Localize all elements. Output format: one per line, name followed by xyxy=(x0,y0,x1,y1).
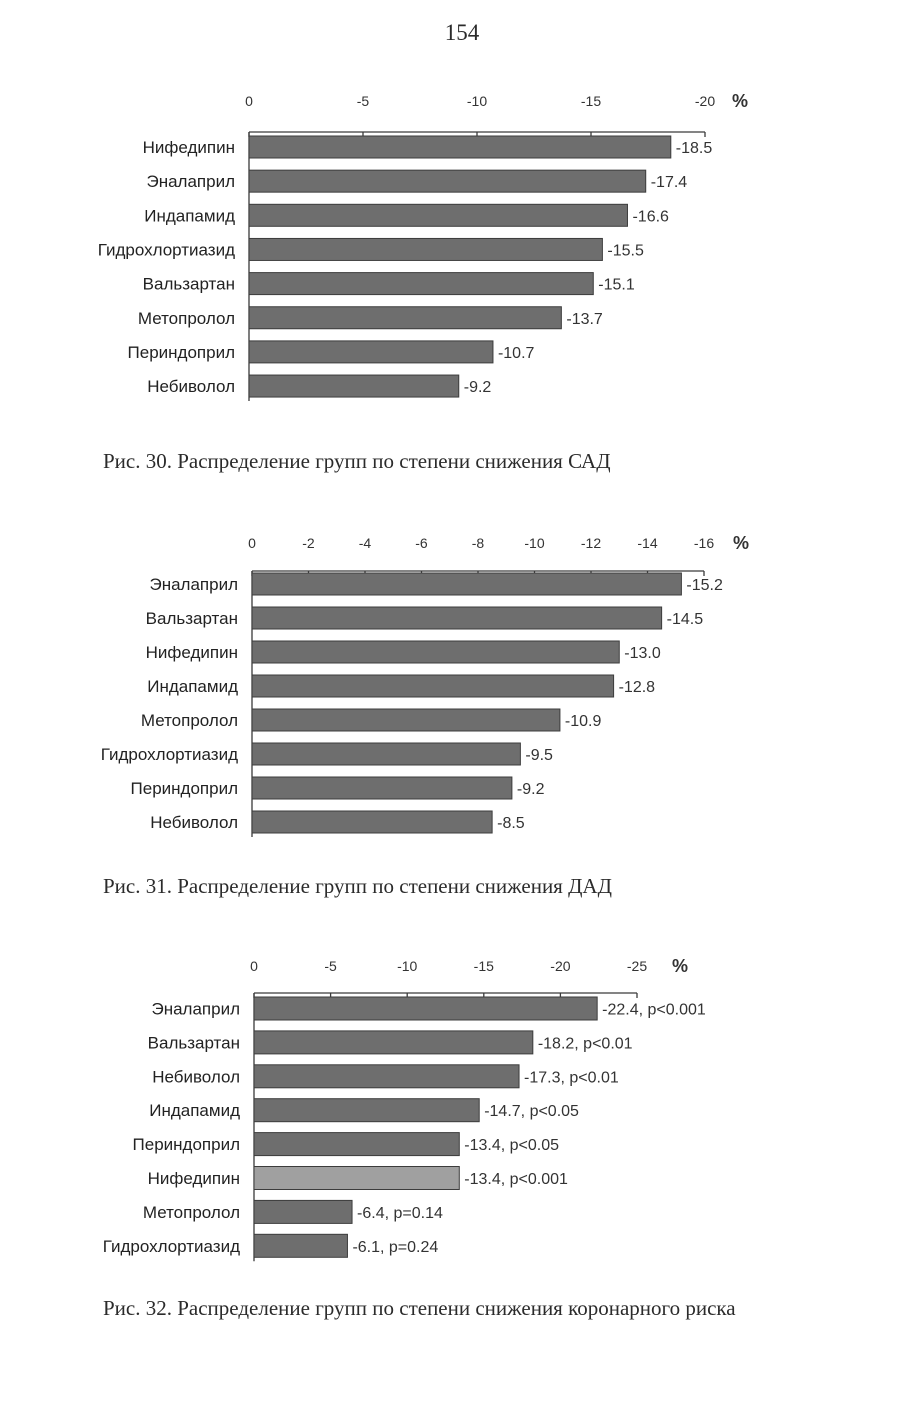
bar-sad xyxy=(249,136,671,158)
category-label: Индапамид xyxy=(149,1101,240,1121)
chart-sad xyxy=(0,80,924,410)
category-label: Небиволол xyxy=(152,1067,240,1087)
category-label: Периндоприл xyxy=(132,1135,240,1155)
bar-dad xyxy=(252,811,492,833)
tick-label: -5 xyxy=(324,958,337,974)
tick-label: -20 xyxy=(550,958,571,974)
chart-dad xyxy=(0,525,924,855)
tick-label: 0 xyxy=(250,958,258,974)
data-label: -13.4, p<0.001 xyxy=(464,1171,568,1188)
bar-sad xyxy=(249,204,627,226)
data-label: -9.2 xyxy=(463,379,492,397)
category-label: Гидрохлортиазид xyxy=(100,745,238,764)
bar-risk xyxy=(254,1200,352,1223)
data-label: -13.0 xyxy=(624,645,661,662)
category-label: Эналаприл xyxy=(151,999,240,1019)
bar-dad xyxy=(252,607,662,629)
caption-fig31: Рис. 31. Распределение групп по степени снижения ДАД xyxy=(103,874,612,898)
data-label: -14.7, p<0.05 xyxy=(484,1103,579,1121)
category-label: Метопролол xyxy=(140,711,238,730)
tick-label: -10 xyxy=(524,535,545,551)
tick-label: -4 xyxy=(358,535,372,551)
bar-sad xyxy=(249,307,561,329)
category-label: Индапамид xyxy=(144,206,235,226)
tick-label: -10 xyxy=(397,958,418,974)
data-label: -9.5 xyxy=(525,747,553,764)
data-label: -16.6 xyxy=(632,208,669,226)
category-label: Метопролол xyxy=(137,308,235,328)
tick-label: -25 xyxy=(626,958,648,974)
bar-sad xyxy=(249,341,493,363)
data-label: -13.7 xyxy=(566,310,603,328)
caption-fig32: Рис. 32. Распределение групп по степени снижения коронарного риска xyxy=(103,1296,736,1320)
category-label: Метопролол xyxy=(142,1202,240,1222)
tick-label: -5 xyxy=(356,93,370,109)
data-label: -14.5 xyxy=(666,611,704,628)
tick-label: -2 xyxy=(302,535,315,551)
bar-sad xyxy=(249,170,646,192)
bar-risk xyxy=(254,1234,347,1257)
unit-label: % xyxy=(731,91,749,111)
bar-risk xyxy=(254,1099,479,1122)
data-label: -6.1, p=0.24 xyxy=(352,1238,439,1256)
tick-label: -15 xyxy=(580,93,602,109)
category-label: Индапамид xyxy=(147,677,238,696)
bar-sad xyxy=(249,375,459,397)
category-label: Вальзартан xyxy=(147,1033,240,1053)
bar-risk xyxy=(254,1167,459,1190)
tick-label: 0 xyxy=(245,93,253,109)
category-label: Эналаприл xyxy=(149,575,238,594)
data-label: -18.2, p<0.01 xyxy=(537,1035,633,1053)
tick-label: -16 xyxy=(693,535,715,551)
category-label: Нифедипин xyxy=(145,643,238,662)
bar-risk xyxy=(254,1133,459,1156)
data-label: -6.4, p=0.14 xyxy=(357,1204,443,1222)
unit-label: % xyxy=(671,956,689,976)
data-label: -12.8 xyxy=(618,679,656,696)
bar-dad xyxy=(252,675,614,697)
category-label: Гидрохлортиазид xyxy=(102,1236,240,1256)
category-label: Нифедипин xyxy=(147,1169,240,1188)
category-label: Небиволол xyxy=(147,377,235,397)
bar-risk xyxy=(254,1065,519,1088)
category-label: Периндоприл xyxy=(127,342,235,362)
data-label: -15.2 xyxy=(686,577,723,594)
bar-sad xyxy=(249,238,602,260)
bar-dad xyxy=(252,709,560,731)
bar-sad xyxy=(249,273,593,295)
tick-label: -20 xyxy=(694,93,716,109)
tick-label: -6 xyxy=(415,535,428,551)
bar-risk xyxy=(254,997,597,1020)
category-label: Нифедипин xyxy=(142,138,235,157)
tick-label: -14 xyxy=(637,535,658,551)
category-label: Вальзартан xyxy=(145,609,238,628)
caption-fig30: Рис. 30. Распределение групп по степени снижения САД xyxy=(103,449,611,473)
data-label: -8.5 xyxy=(497,815,525,832)
bar-dad xyxy=(252,573,681,595)
tick-label: -10 xyxy=(466,93,488,109)
tick-label: -12 xyxy=(580,535,602,551)
data-label: -17.3, p<0.01 xyxy=(524,1069,619,1087)
bar-dad xyxy=(252,743,520,765)
data-label: -15.1 xyxy=(598,276,635,294)
data-label: -17.4 xyxy=(650,174,688,192)
data-label: -10.9 xyxy=(564,713,602,730)
category-label: Небиволол xyxy=(150,813,238,832)
data-label: -22.4, p<0.001 xyxy=(602,1001,706,1019)
tick-label: -15 xyxy=(473,958,494,974)
bar-dad xyxy=(252,641,619,663)
page-number: 154 xyxy=(444,20,480,45)
unit-label: % xyxy=(732,533,750,553)
data-label: -9.2 xyxy=(516,781,545,798)
category-label: Гидрохлортиазид xyxy=(97,240,235,260)
category-label: Периндоприл xyxy=(130,779,238,798)
data-label: -15.5 xyxy=(607,242,644,260)
chart-coronary-risk xyxy=(0,948,924,1278)
bar-dad xyxy=(252,777,512,799)
data-label: -10.7 xyxy=(497,344,535,362)
data-label: -13.4, p<0.05 xyxy=(464,1137,560,1155)
tick-label: -8 xyxy=(471,535,485,551)
data-label: -18.5 xyxy=(675,140,713,157)
category-label: Эналаприл xyxy=(146,172,235,192)
bar-risk xyxy=(254,1031,533,1054)
category-label: Вальзартан xyxy=(142,274,235,294)
tick-label: 0 xyxy=(248,535,256,551)
